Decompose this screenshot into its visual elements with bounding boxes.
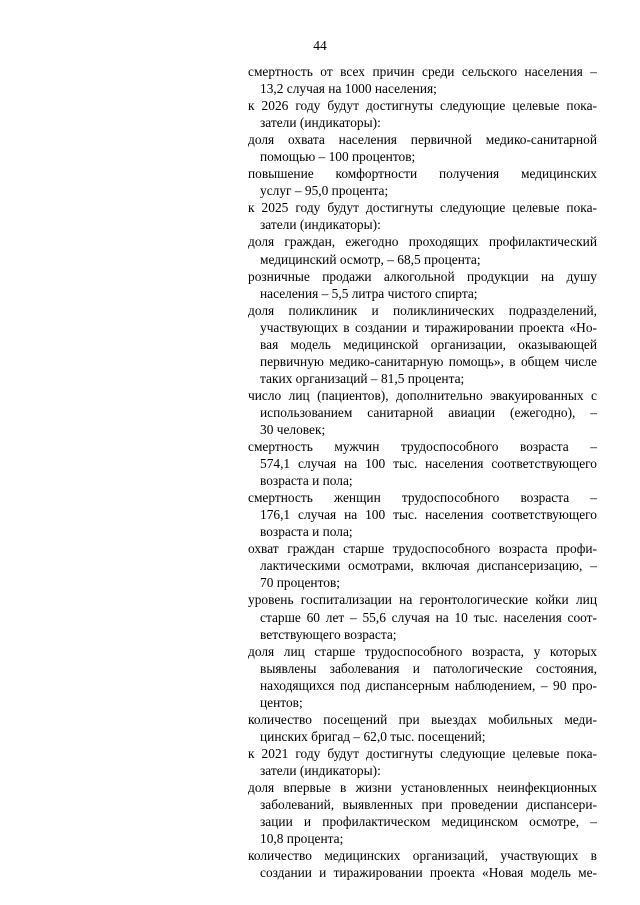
text-line: смертность от всех причин среди сельского населения – xyxy=(248,64,597,79)
text-line: заболеваний, выявленных при проведении диспансери- xyxy=(260,797,597,813)
paragraph xyxy=(248,268,597,302)
text-line: повышение комфортности получения медицинских xyxy=(248,166,597,182)
text-line: выявлены заболевания и патологические состояния, xyxy=(260,660,597,676)
paragraph xyxy=(248,591,597,642)
text-line: возраста и пола; xyxy=(260,473,353,489)
text-line: доля лиц старше трудоспособного возраста, у которых xyxy=(248,643,597,659)
paragraph xyxy=(248,63,597,97)
text-line: к 2025 году будут достигнуты следующие целевые пока- xyxy=(248,200,597,216)
text-line: смертность женщин трудоспособного возраста – xyxy=(248,490,597,506)
document-body xyxy=(248,63,597,881)
paragraph xyxy=(248,779,597,847)
text-line: 70 процентов; xyxy=(260,575,340,591)
text-line: центов; xyxy=(260,694,303,710)
paragraph xyxy=(248,97,597,131)
text-line: затели (индикаторы): xyxy=(260,217,381,233)
paragraph xyxy=(248,540,597,591)
text-line: смертность мужчин трудоспособного возраста – xyxy=(248,439,597,455)
text-line: охват граждан старше трудоспособного возраста профи- xyxy=(248,541,597,557)
paragraph xyxy=(248,745,597,779)
text-line: ветствующего возраста; xyxy=(260,626,397,642)
paragraph xyxy=(248,847,597,881)
paragraph xyxy=(248,131,597,165)
text-line: возраста и пола; xyxy=(260,524,353,540)
text-line: 574,1 случая на 100 тыс. населения соответствующего xyxy=(260,456,597,472)
text-line: услуг – 95,0 процента; xyxy=(260,183,389,199)
text-line: старше 60 лет – 55,6 случая на 10 тыс. населения соот- xyxy=(260,609,597,625)
paragraph xyxy=(248,643,597,711)
text-line: 30 человек; xyxy=(260,421,326,437)
text-line: медицинский осмотр, – 68,5 процента; xyxy=(260,251,481,267)
text-line: 10,8 процента; xyxy=(260,831,344,847)
paragraph xyxy=(248,199,597,233)
page-number: 44 xyxy=(313,38,327,53)
text-line: число лиц (пациентов), дополнительно эвакуированных с xyxy=(248,387,597,403)
text-line: 13,2 случая на 1000 населения; xyxy=(260,81,437,97)
text-line: таких организаций – 81,5 процента; xyxy=(260,370,465,386)
text-line: к 2021 году будут достигнуты следующие целевые пока- xyxy=(248,745,597,761)
paragraph xyxy=(248,302,597,387)
text-line: участвующих в создании и тиражировании проекта «Но- xyxy=(260,319,597,335)
text-line: количество медицинских организаций, участвующих в xyxy=(248,848,597,864)
paragraph xyxy=(248,387,597,438)
text-line: к 2026 году будут достигнуты следующие целевые пока- xyxy=(248,98,597,114)
paragraph xyxy=(248,438,597,489)
text-line: затели (индикаторы): xyxy=(260,762,381,778)
text-line: доля поликлиник и поликлинических подразделений, xyxy=(248,302,597,318)
text-line: цинских бригад – 62,0 тыс. посещений; xyxy=(260,728,486,744)
text-line: находящихся под диспансерным наблюдением, – 90 про- xyxy=(260,677,597,693)
text-line: лактическими осмотрами, включая диспансеризацию, – xyxy=(260,558,597,574)
text-line: доля граждан, ежегодно проходящих профилактический xyxy=(248,234,597,250)
paragraph xyxy=(248,711,597,745)
text-line: розничные продажи алкогольной продукции на душу xyxy=(248,268,597,284)
paragraph xyxy=(248,489,597,540)
text-line: создании и тиражировании проекта «Новая модель ме- xyxy=(260,865,597,881)
text-line: количество посещений при выездах мобильных меди- xyxy=(248,711,597,727)
text-line: использованием санитарной авиации (ежегодно), – xyxy=(260,404,597,420)
paragraph xyxy=(248,233,597,267)
text-line: населения – 5,5 литра чистого спирта; xyxy=(260,285,478,301)
text-line: доля охвата населения первичной медико-санитарной xyxy=(248,132,597,148)
text-line: доля впервые в жизни установленных неинфекционных xyxy=(248,779,597,795)
text-line: 176,1 случая на 100 тыс. населения соответствующего xyxy=(260,507,597,523)
text-line: помощью – 100 процентов; xyxy=(260,149,416,165)
text-line: зации и профилактическом медицинском осмотре, – xyxy=(260,814,597,830)
text-line: затели (индикаторы): xyxy=(260,115,381,131)
text-line: уровень госпитализации на геронтологические койки лиц xyxy=(248,592,597,608)
text-line: вая модель медицинской организации, оказывающей xyxy=(260,336,597,352)
paragraph xyxy=(248,165,597,199)
text-line: первичную медико-санитарную помощь», в общем числе xyxy=(260,353,597,369)
